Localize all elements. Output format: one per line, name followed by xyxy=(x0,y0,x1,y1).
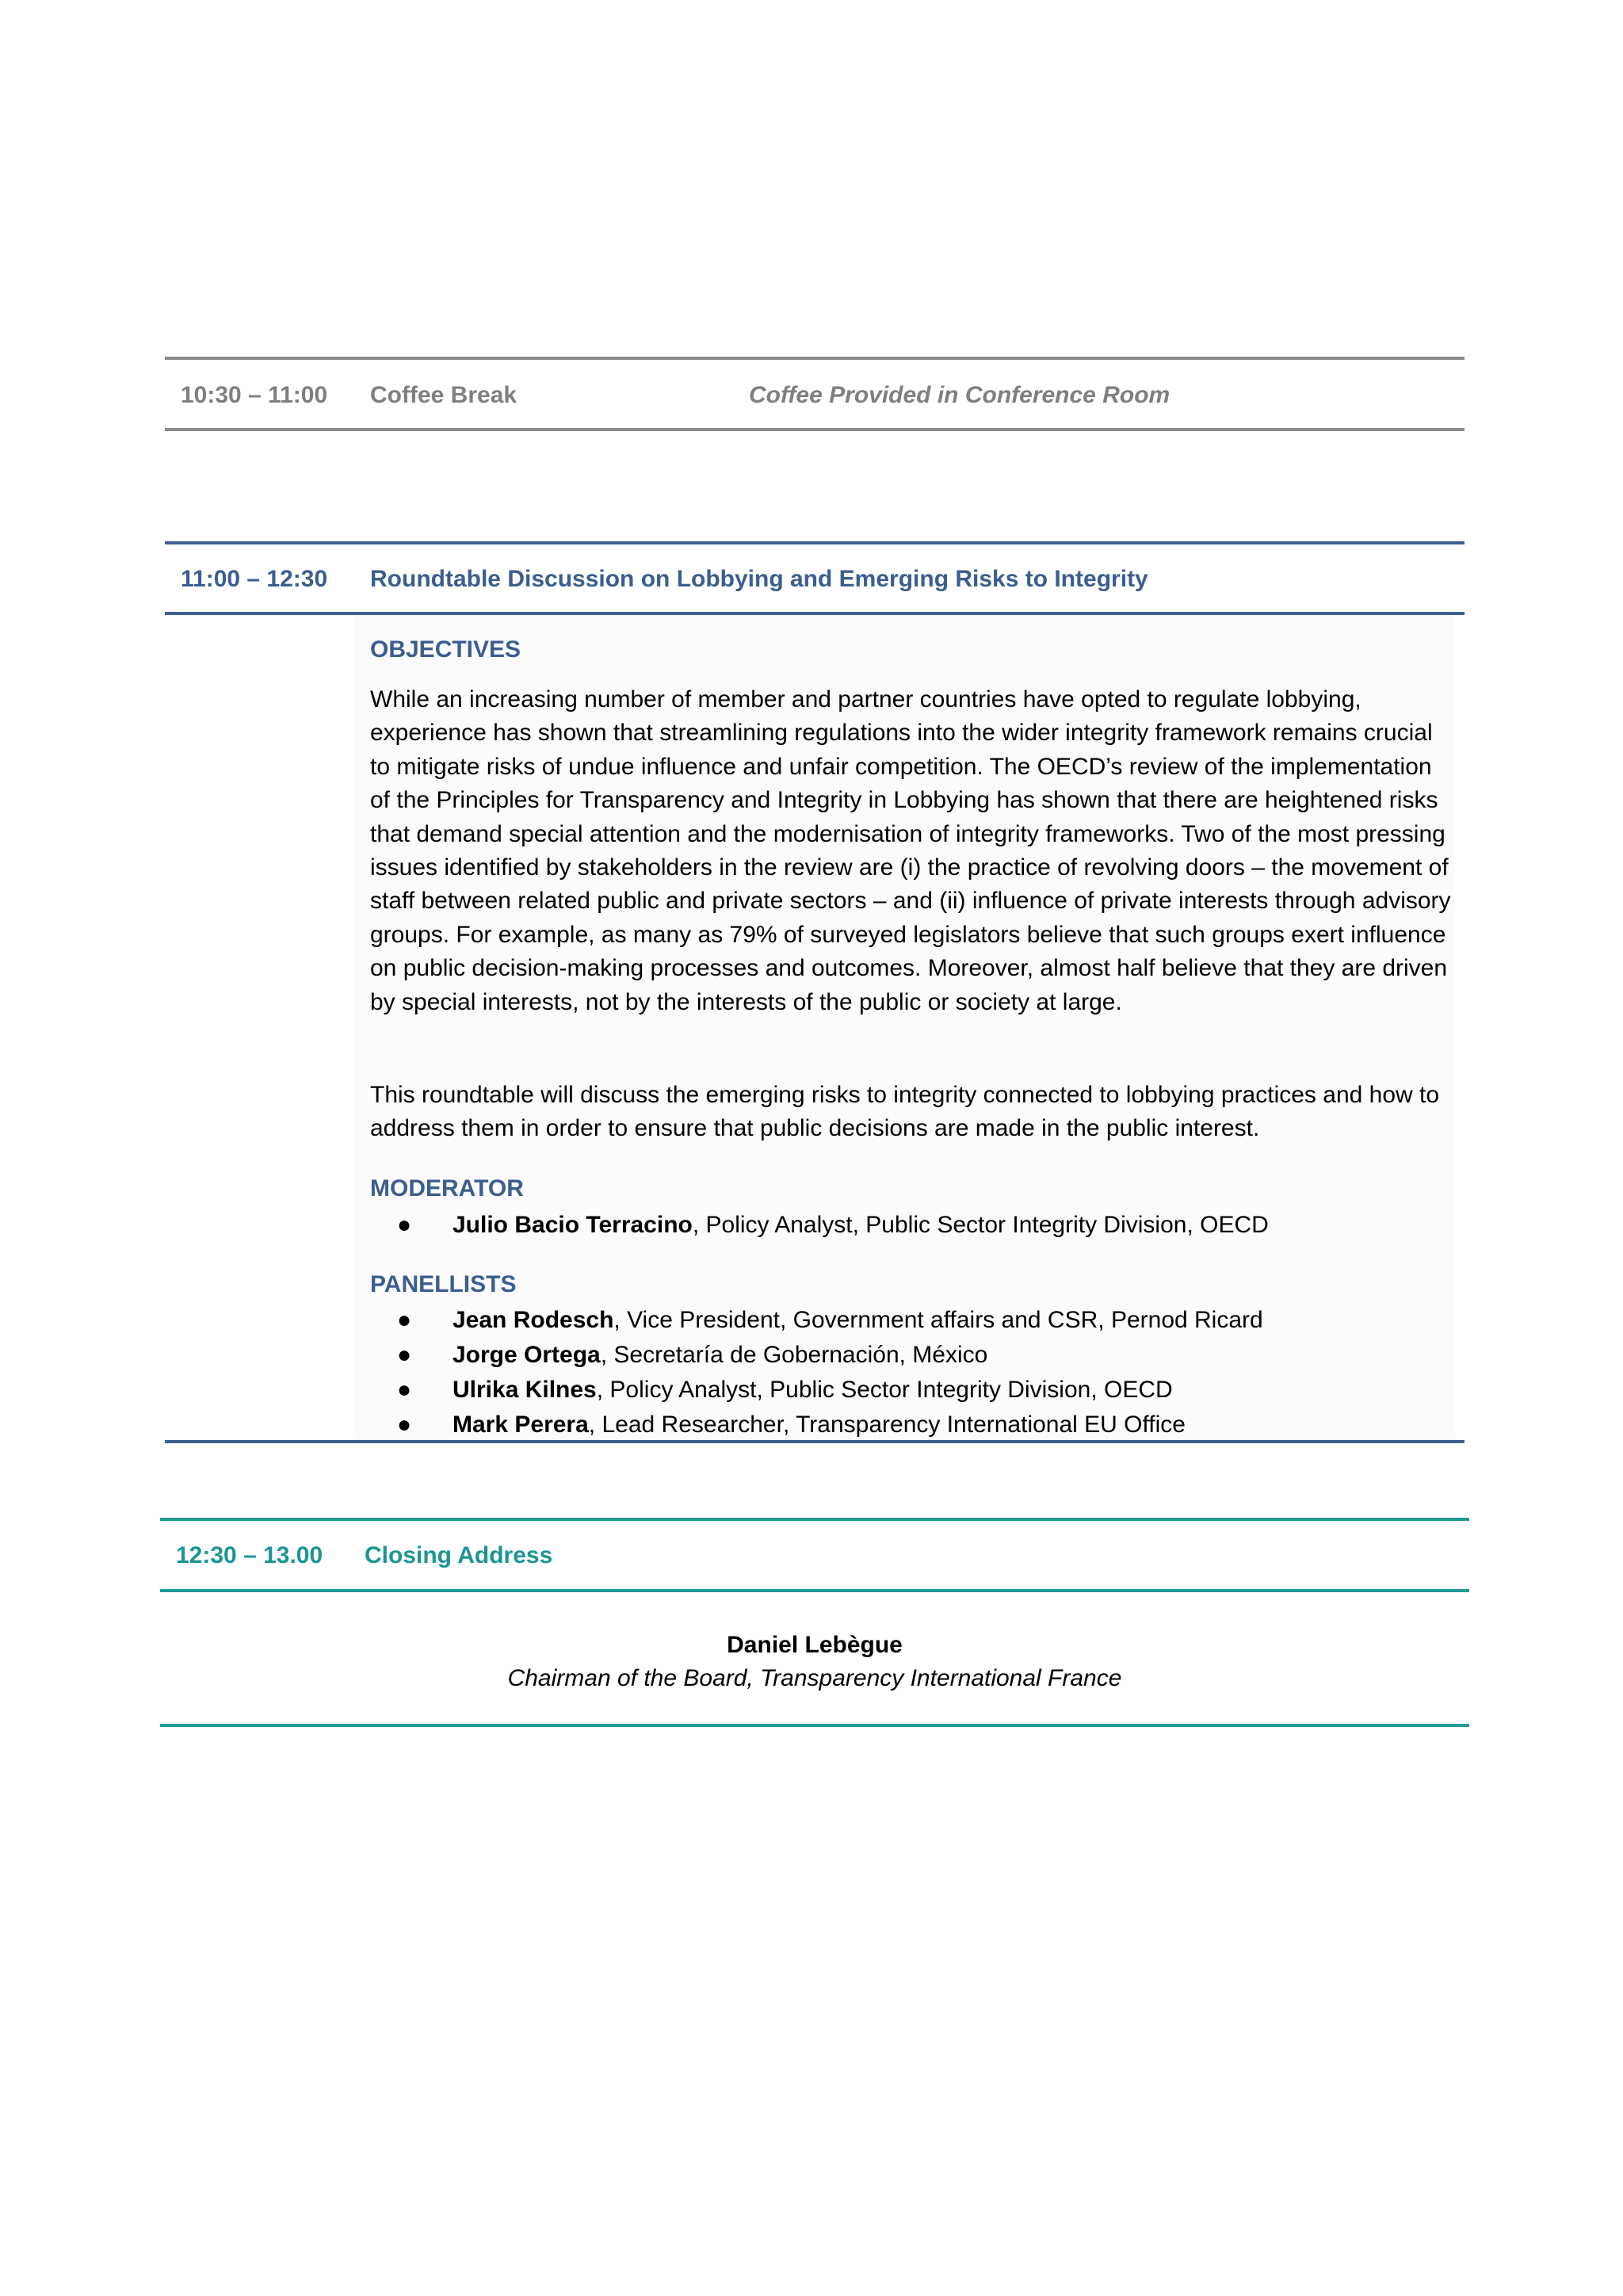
closing-header-bottom-rule xyxy=(160,1589,1469,1592)
objectives-paragraph-1: While an increasing number of member and partner countries have opted to regulate lobbying, experience has shown that streamlining regulations into the wider integrity framework remains crucial to mitigate risks of undue influence and unfair competition. The OECD’s review of the implementation of the Principles for Transparency and Integrity in Lobbying has shown that there are heightened risks that demand special attention and the modernisation of integrity frameworks. Two of the most pressing issues identified by stakeholders in the review are (i) the practice of revolving doors – the movement of staff between related public and private sectors – and (ii) influence of private interests through advisory groups. For example, as many as 79% of surveyed legislators believe that such groups exert influence on public decision-making processes and outcomes. Moreover, almost half believe that they are driven by special interests, not by the interests of the public or society at large. xyxy=(370,686,1451,1015)
roundtable-title: Roundtable Discussion on Lobbying and Emerging Risks to Integrity xyxy=(370,566,1148,592)
closing-title: Closing Address xyxy=(365,1542,553,1568)
bullet-icon: ● xyxy=(397,1212,412,1238)
closing-speaker-role: Chairman of the Board, Transparency International France xyxy=(507,1665,1122,1691)
panellists-list xyxy=(370,1303,1456,1442)
objectives-paragraph-2: This roundtable will discuss the emerging risks to integrity connected to lobbying practices and how to address them in order to ensure that public decisions are made in the public interest. xyxy=(370,1082,1440,1142)
panellist-item xyxy=(370,1303,1456,1338)
coffee-title: Coffee Break xyxy=(370,382,517,408)
coffee-bottom-rule xyxy=(165,428,1465,431)
panellist-role: , Lead Researcher, Transparency International EU Office xyxy=(588,1412,1186,1438)
closing-time: 12:30 – 13.00 xyxy=(176,1542,323,1568)
panellist-role: , Policy Analyst, Public Sector Integrity Division, OECD xyxy=(596,1377,1173,1403)
panellist-name: Ulrika Kilnes xyxy=(453,1377,597,1403)
panellist-name: Jorge Ortega xyxy=(453,1342,601,1368)
panellist-item xyxy=(370,1373,1456,1408)
coffee-note: Coffee Provided in Conference Room xyxy=(749,382,1170,408)
panellist-name: Jean Rodesch xyxy=(453,1307,614,1333)
panellist-role: , Vice President, Government affairs and CSR, Pernod Ricard xyxy=(613,1307,1263,1333)
objectives-heading: OBJECTIVES xyxy=(370,636,521,663)
coffee-time: 10:30 – 11:00 xyxy=(181,382,328,408)
panellist-item xyxy=(370,1408,1456,1442)
moderator-name: Julio Bacio Terracino xyxy=(453,1212,693,1238)
bullet-icon: ● xyxy=(397,1377,412,1403)
moderator-item xyxy=(370,1208,1456,1243)
bullet-icon: ● xyxy=(397,1342,412,1368)
moderator-list xyxy=(370,1208,1456,1243)
closing-speaker-name: Daniel Lebègue xyxy=(727,1632,903,1658)
panellist-name: Mark Perera xyxy=(453,1412,589,1438)
coffee-top-rule xyxy=(165,357,1465,360)
moderator-role: , Policy Analyst, Public Sector Integrity Division, OECD xyxy=(692,1212,1269,1238)
panellists-heading: PANELLISTS xyxy=(370,1271,517,1297)
roundtable-time: 11:00 – 12:30 xyxy=(181,566,328,592)
roundtable-top-rule xyxy=(165,541,1465,544)
roundtable-bottom-rule xyxy=(165,1440,1465,1443)
panellist-role: , Secretaría de Gobernación, México xyxy=(600,1342,988,1368)
closing-bottom-rule xyxy=(160,1724,1469,1727)
panellist-item xyxy=(370,1338,1456,1373)
bullet-icon: ● xyxy=(397,1307,412,1333)
moderator-heading: MODERATOR xyxy=(370,1175,524,1201)
closing-top-rule xyxy=(160,1518,1469,1521)
bullet-icon: ● xyxy=(397,1412,412,1438)
